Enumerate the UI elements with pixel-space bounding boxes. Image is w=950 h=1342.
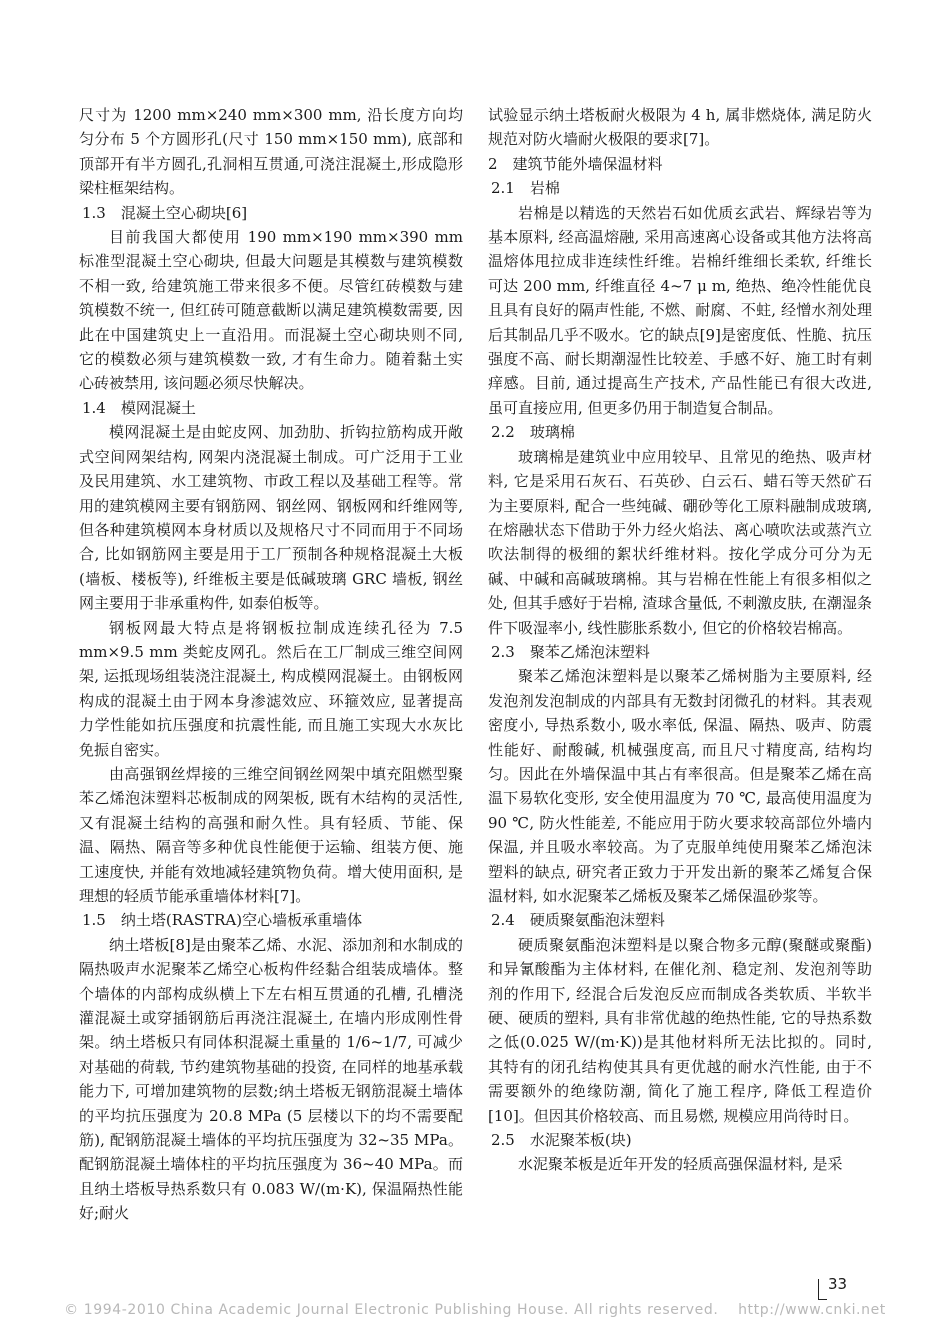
page-number: 33 xyxy=(828,1275,848,1293)
right-column xyxy=(488,103,872,1177)
section-heading-1-4: 1.4 模网混凝土 xyxy=(82,398,196,417)
paragraph: 目前我国大都使用 190 mm×190 mm×390 mm 标准型混凝土空心砌块, 但最大问题是其模数与建筑模数不相一致, 给建筑施工带来很多不便。尽管红砖模数与建筑模数不统一, 但红砖可随意截断以满足建筑模数需要, 因此在中国建筑史上一直沿用。而混凝土空心砌块则不同, 它的模数必须与建筑模数一致, 才有生命力。随着黏土实心砖被禁用, 该问题必须尽快解决。 xyxy=(79,228,463,393)
paragraph: 水泥聚苯板是近年开发的轻质高强保温材料, 是采 xyxy=(518,1155,843,1174)
page-corner-mark xyxy=(818,1279,827,1300)
paragraph: 钢板网最大特点是将钢板拉制成连续孔径为 7.5 mm×9.5 mm 类蛇皮网孔。然后在工厂制成三维空间网架, 运抵现场组装浇注混凝土, 构成模网混凝土。由钢板网构成的混凝土由于网本身渗滤效应、环箍效应, 显著提高力学性能如抗压强度和抗震性能, 而且施工实现大水灰比免振自密实。 xyxy=(79,618,463,759)
section-heading-2-4: 2.4 硬质聚氨酯泡沫塑料 xyxy=(491,911,665,930)
paragraph: 由高强钢丝焊接的三维空间钢丝网架中填充阻燃型聚苯乙烯泡沫塑料芯板制成的网架板, 既有木结构的灵活性, 又有混凝土结构的高强和耐久性。具有轻质、节能、保温、隔热、隔音等多种优良性能便于运输、组装方便、施工速度快, 并能有效地减轻建筑物负荷。增大使用面积, 是理想的轻质节能承重墙体材料[7]。 xyxy=(79,764,463,905)
left-column xyxy=(79,103,463,1226)
section-heading-2-5: 2.5 水泥聚苯板(块) xyxy=(491,1131,632,1150)
paragraph: 玻璃棉是建筑业中应用较早、且常见的绝热、吸声材料, 它是采用石灰石、石英砂、白云石、蜡石等天然矿石为主要原料, 配合一些纯碱、硼砂等化工原料融制成玻璃, 在熔融状态下借助于外力经火焰法、离心喷吹法或蒸汽立吹法制得的极细的絮状纤维材料。按化学成分可分为无碱、中碱和高碱玻璃棉。其与岩棉在性能上有很多相似之处, 但其手感好于岩棉, 渣球含量低, 不刺激皮肤, 在潮湿条件下吸湿率小, 线性膨胀系数小, 但它的价格较岩棉高。 xyxy=(488,447,872,637)
section-heading-2-1: 2.1 岩棉 xyxy=(491,179,560,198)
paragraph-continued: 尺寸为 1200 mm×240 mm×300 mm, 沿长度方向均匀分布 5 个方圆形孔(尺寸 150 mm×150 mm), 底部和顶部开有半方圆孔,孔洞相互贯通,可浇注混凝土,形成隐形梁柱框架结构。 xyxy=(79,106,463,198)
paragraph: 硬质聚氨酯泡沫塑料是以聚合物多元醇(聚醚或聚酯)和异氰酸酯为主体材料, 在催化剂、稳定剂、发泡剂等助剂的作用下, 经混合后发泡反应而制成各类软质、半软半硬、硬质的塑料, 具有非常优越的绝热性能, 它的导热系数之低(0.025 W/(m·K))是其他材料所无法比拟的。同时, 其特有的闭孔结构使其具有更优越的耐水汽性能, 由于不需要额外的绝缘防潮, 简化了施工程序, 降低工程造价[10]。但因其价格较高、而且易燃, 规模应用尚待时日。 xyxy=(488,935,872,1125)
section-heading-2: 2 建筑节能外墙保温材料 xyxy=(488,154,663,173)
section-heading-2-3: 2.3 聚苯乙烯泡沫塑料 xyxy=(491,642,650,661)
section-heading-1-5: 1.5 纳土塔(RASTRA)空心墙板承重墙体 xyxy=(82,911,363,930)
paragraph-continued: 试验显示纳土塔板耐火极限为 4 h, 属非燃烧体, 满足防火规范对防火墙耐火极限的要求[7]。 xyxy=(488,106,872,149)
section-heading-1-3: 1.3 混凝土空心砌块[6] xyxy=(82,203,248,222)
paragraph: 模网混凝土是由蛇皮网、加劲肋、折钩拉筋构成开敞式空间网架结构, 网架内浇混凝土制成。可广泛用于工业及民用建筑、水工建筑物、市政工程以及基础工程等。常用的建筑模网主要有钢筋网、钢丝网、钢板网和纤维网等, 但各种建筑模网本身材质以及规格尺寸不同而用于不同场合, 比如钢筋网主要是用于工厂预制各种规格混凝土大板(墙板、楼板等), 纤维板主要是低碱玻璃 GRC 墙板, 钢丝网主要用于非承重构件, 如泰伯板等。 xyxy=(79,423,463,613)
paragraph: 纳土塔板[8]是由聚苯乙烯、水泥、添加剂和水制成的隔热吸声水泥聚苯乙烯空心板构件经黏合组装成墙体。整个墙体的内部构成纵横上下左右相互贯通的孔槽, 孔槽浇灌混凝土或穿插钢筋后再浇注混凝土, 在墙内形成刚性骨架。纳土塔板只有同体积混凝土重量的 1/6~1/7, 可减少对基础的荷载, 节约建筑物基础的投资, 在同样的地基承载能力下, 可增加建筑物的层数;纳土塔板无钢筋混凝土墙体的平均抗压强度为 20.8 MPa (5 层楼以下的均不需要配筋), 配钢筋混凝土墙体的平均抗压强度为 32~35 MPa。配钢筋混凝土墙体柱的平均抗压强度为 36~40 MPa。而且纳土塔板导热系数只有 0.083 W/(m·K), 保温隔热性能好;耐火 xyxy=(79,935,463,1223)
paragraph: 聚苯乙烯泡沫塑料是以聚苯乙烯树脂为主要原料, 经发泡剂发泡制成的内部具有无数封闭微孔的材料。其表观密度小, 导热系数小, 吸水率低, 保温、隔热、吸声、防震性能好、耐酸碱, 机械强度高, 而且尺寸精度高, 结构均匀。因此在外墙保温中其占有率很高。但是聚苯乙烯在高温下易软化变形, 安全使用温度为 70 ℃, 最高使用温度为 90 ℃, 防火性能差, 不能应用于防火要求较高部位外墙内保温, 并且吸水率较高。为了克服单纯使用聚苯乙烯泡沫塑料的缺点, 研究者正致力于开发出新的聚苯乙烯复合保温材料, 如水泥聚苯乙烯板及聚苯乙烯保温砂浆等。 xyxy=(488,667,872,905)
paragraph: 岩棉是以精选的天然岩石如优质玄武岩、辉绿岩等为基本原料, 经高温熔融, 采用高速离心设备或其他方法将高温熔体甩拉成非连续性纤维。岩棉纤维细长柔软, 纤维长可达 200 mm, 纤维直径 4~7 μ m, 绝热、绝冷性能优良且具有良好的隔声性能, 不燃、耐腐、不蛀, 经憎水剂处理后其制品几乎不吸水。它的缺点[9]是密度低、性脆、抗压强度不高、耐长期潮湿性比较差、手感不好、施工时有刺痒感。目前, 通过提高生产技术, 产品性能已有很大改进, 虽可直接应用, 但更多仍用于制造复合制品。 xyxy=(488,203,872,417)
copyright-footer: © 1994-2010 China Academic Journal Electronic Publishing House. All rights reserved. http://www.cnki.net xyxy=(64,1302,886,1318)
section-heading-2-2: 2.2 玻璃棉 xyxy=(491,423,575,442)
